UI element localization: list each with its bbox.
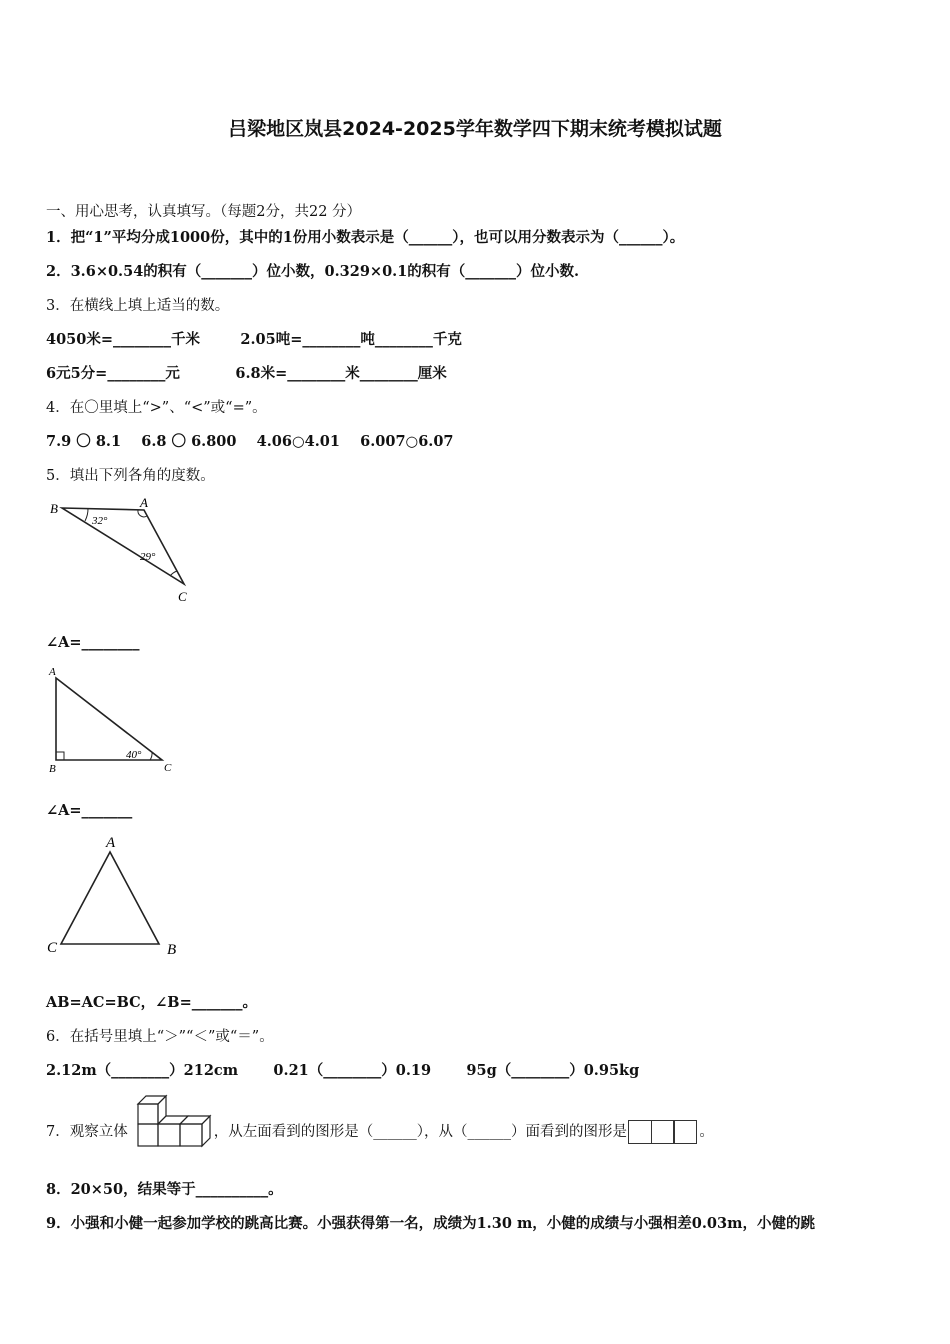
angle-c-arc [170, 571, 177, 576]
answer-2: ∠A=_______ [46, 802, 133, 819]
angle-40-arc [150, 752, 152, 760]
triangle-2-shape [56, 678, 162, 760]
vertex-c-label: C [178, 589, 187, 604]
triangle-1-shape [62, 508, 184, 584]
question-3: 3．在横线上填上适当的数。 [46, 298, 230, 314]
front-view-boxes [629, 1120, 697, 1144]
triangle-3-shape [61, 852, 159, 944]
vertex-a-label: A [140, 496, 148, 510]
vertex-b2-label: B [49, 763, 56, 775]
answer-1: ∠A=________ [46, 634, 140, 651]
vertex-a2-label: A [49, 666, 56, 678]
vertex-a3-label: A [106, 835, 116, 851]
section-heading: 一、用心思考，认真填写。（每题2分，共22 分） [46, 204, 362, 220]
solid-figure [134, 1090, 224, 1152]
question-4: 4．在〇里填上“>”、“<”或“=”。 [46, 400, 267, 416]
vertex-c3-label: C [47, 940, 58, 956]
triangle-figure-3 [44, 830, 194, 964]
page-title: 吕梁地区岚县2024-2025学年数学四下期末统考模拟试题 [228, 118, 722, 140]
question-6-row: 2.12m（________）212cm 0.21（________）0.19 95g（________）0.95kg [46, 1062, 640, 1079]
vertex-c2-label: C [164, 762, 172, 774]
triangle-figure-1 [46, 496, 196, 606]
angle-b-arc [85, 508, 88, 521]
angle-40-label: 40° [126, 749, 142, 761]
answer-3: AB=AC=BC，∠B=_______。 [46, 994, 257, 1011]
angle-32-label: 32° [92, 515, 108, 527]
question-7-middle: ，从左面看到的图形是（______），从（______）面看到的图形是 [213, 1124, 627, 1140]
question-8: 8．20×50，结果等于__________。 [46, 1181, 283, 1198]
right-angle-mark [56, 752, 64, 760]
question-3-row-2: 6元5分=________元 6.8米=________米________厘米 [46, 365, 447, 382]
question-6: 6．在括号里填上“＞”“＜”或“＝”。 [46, 1029, 274, 1045]
question-1: 1．把“1”平均分成1000份，其中的1份用小数表示是（______），也可以用分数表示为（______）。 [46, 229, 685, 246]
question-5: 5．填出下列各角的度数。 [46, 468, 215, 484]
question-2: 2．3.6×0.54的积有（_______）位小数，0.329×0.1的积有（_______）位小数. [46, 263, 580, 280]
question-9: 9．小强和小健一起参加学校的跳高比赛。小强获得第一名，成绩为1.30 m，小健的成绩与小强相差0.03m，小健的跳 [46, 1215, 815, 1232]
triangle-figure-2 [46, 662, 186, 776]
vertex-b3-label: B [167, 942, 177, 958]
angle-29-label: 29° [140, 551, 156, 563]
question-7-prefix: 7．观察立体 [46, 1124, 128, 1140]
question-7-suffix: 。 [699, 1124, 714, 1140]
question-3-row-1: 4050米=________千米 2.05吨=________吨________千克 [46, 331, 462, 348]
vertex-b-label: B [50, 501, 58, 516]
question-4-row: 7.9 〇 8.1 6.8 〇 6.800 4.06○4.01 6.007○6.07 [46, 433, 454, 450]
